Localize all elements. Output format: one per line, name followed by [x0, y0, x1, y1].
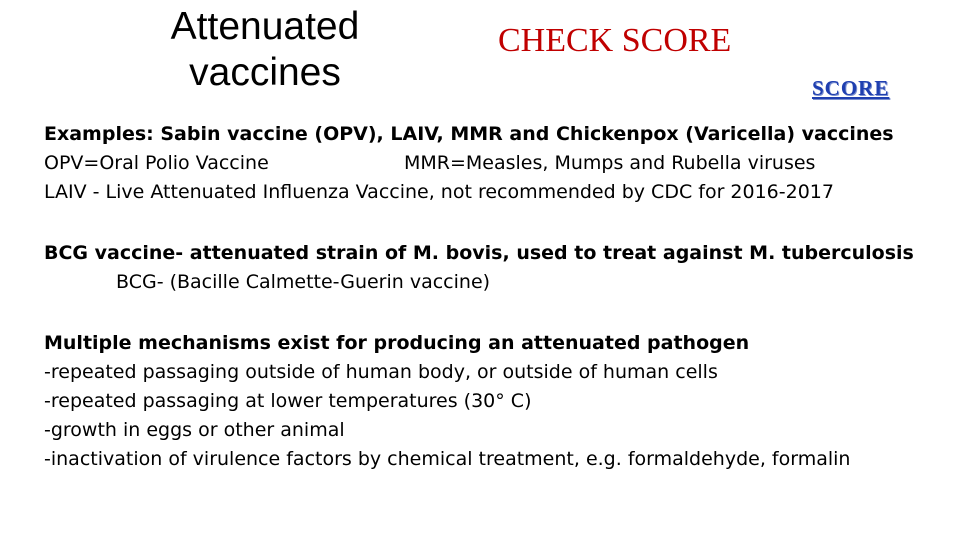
- mechanism-item: -repeated passaging outside of human body, or outside of human cells: [44, 361, 718, 383]
- opv-definition: OPV=Oral Polio Vaccine: [44, 152, 269, 174]
- check-score-button[interactable]: CHECK SCORE: [498, 22, 732, 59]
- mechanism-item: -inactivation of virulence factors by chemical treatment, e.g. formaldehyde, formalin: [44, 448, 851, 470]
- title-line-2: vaccines: [189, 51, 341, 94]
- bcg-heading: BCG vaccine- attenuated strain of M. bovis, used to treat against M. tuberculosis: [44, 242, 914, 264]
- bcg-detail: BCG- (Bacille Calmette-Guerin vaccine): [116, 271, 491, 293]
- slide-body: [44, 120, 954, 474]
- slide-title: [130, 4, 400, 96]
- mechanism-item: -repeated passaging at lower temperatures (30° C): [44, 390, 532, 412]
- mechanism-item: -growth in eggs or other animal: [44, 419, 345, 441]
- mechanisms-heading: Multiple mechanisms exist for producing an attenuated pathogen: [44, 332, 750, 354]
- score-link[interactable]: SCORE: [812, 76, 890, 100]
- mmr-definition: MMR=Measles, Mumps and Rubella viruses: [404, 152, 816, 174]
- spacer: [44, 207, 954, 239]
- title-line-1: Attenuated: [170, 5, 360, 48]
- abbreviation-line: [44, 149, 954, 178]
- spacer: [44, 297, 954, 329]
- examples-heading: Examples: Sabin vaccine (OPV), LAIV, MMR and Chickenpox (Varicella) vaccines: [44, 123, 894, 145]
- laiv-definition: LAIV - Live Attenuated Influenza Vaccine, not recommended by CDC for 2016-2017: [44, 181, 834, 203]
